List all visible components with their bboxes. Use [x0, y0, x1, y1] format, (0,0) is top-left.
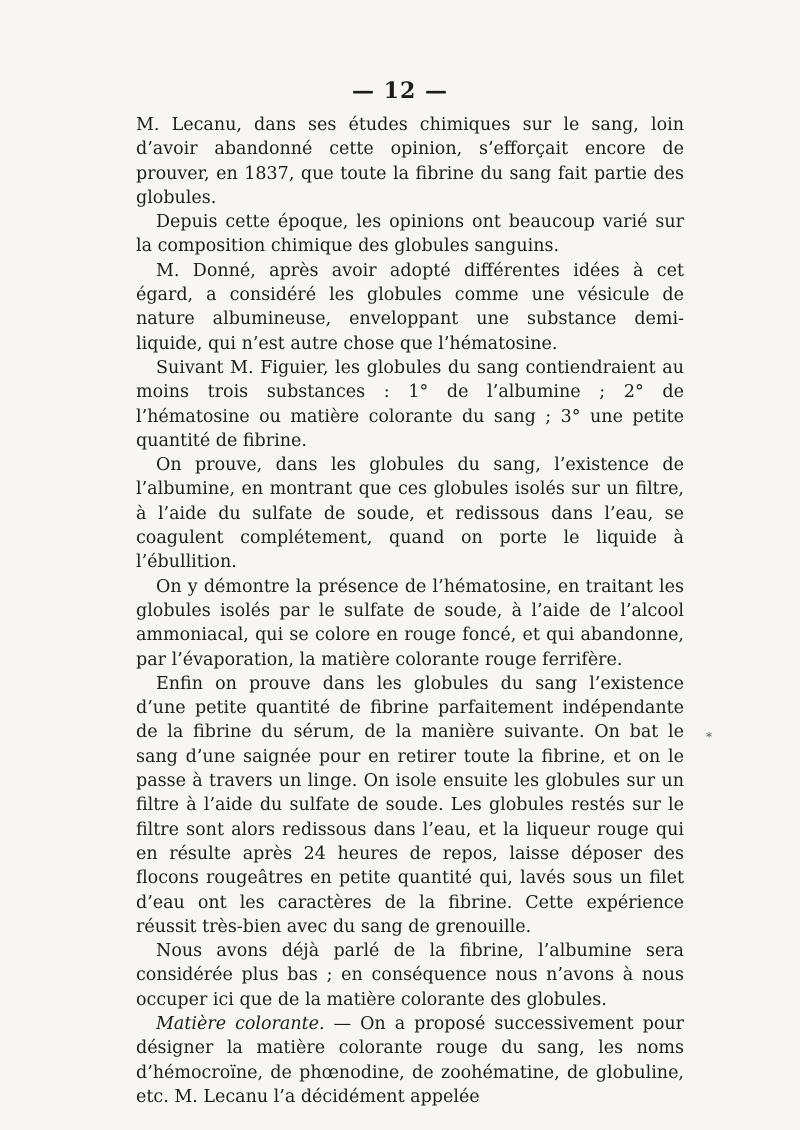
- paragraph-2: Depuis cette époque, les opinions ont beaucoup varié sur la composition chimique des globules sanguins.: [136, 212, 684, 257]
- margin-mark: *: [706, 730, 712, 744]
- paragraph-1: M. Lecanu, dans ses études chimiques sur le sang, loin d’avoir abandonné cette opinion, s’efforçait encore de prouver, en 1837, que toute la fibrine du sang fait partie des globules.: [136, 115, 684, 208]
- paragraph-7: Enfin on prouve dans les globules du sang l’existence d’une petite quantité de fibrine parfaitement indépendante de la fibrine du sérum, de la manière suivante. On bat le sang d’une saignée pour en retirer toute la fibrine, et on le passe à travers un linge. On isole ensuite les globules sur un filtre à l’aide du sulfate de soude. Les globules restés sur le filtre sont alors redissous dans l’eau, et la liqueur rouge qui en résulte après 24 heures de repos, laisse déposer des flocons rougeâtres en petite quantité qui, lavés sous un filet d’eau ont les caractères de la fibrine. Cette expérience réussit très-bien avec du sang de grenouille.: [136, 673, 684, 937]
- paragraph-5: On prouve, dans les globules du sang, l’existence de l’albumine, en montrant que ces globules isolés sur un filtre, à l’aide du sulfate de soude, et redissous dans l’eau, se coagulent complétement, quand on porte le liquide à l’ébullition.: [136, 455, 684, 573]
- paragraph-6: On y démontre la présence de l’hématosine, en traitant les globules isolés par le sulfate de soude, à l’aide de l’alcool ammoniacal, qui se colore en rouge foncé, et qui abandonne, par l’évaporation, la matière colorante rouge ferrifère.: [136, 576, 684, 670]
- paragraph-8: Nous avons déjà parlé de la fibrine, l’albumine sera considérée plus bas ; en conséquence nous n’avons à nous occuper ici que de la matière colorante des globules.: [136, 941, 684, 1010]
- paragraph-9: [136, 1012, 684, 1109]
- page-number: — 12 —: [352, 78, 448, 104]
- section-heading-matiere-colorante: Matière colorante.: [156, 1013, 325, 1034]
- body-text: [136, 113, 684, 1109]
- paragraph-4: Suivant M. Figuier, les globules du sang contiendraient au moins trois substances : 1° de l’albumine ; 2° de l’hématosine ou matière colorante du sang ; 3° une petite quantité de fibrine.: [136, 357, 684, 451]
- paragraph-9-text: — On a proposé successivement pour désigner la matière colorante rouge du sang, les noms d’hémocroïne, de phœnodine, de zoohématine, de globuline, etc. M. Lecanu l’a décidément appelée: [136, 1013, 684, 1107]
- paragraph-3: M. Donné, après avoir adopté différentes idées à cet égard, a considéré les globules comme une vésicule de nature albumineuse, enveloppant une substance demi-liquide, qui n’est autre chose que l’hématosine.: [136, 260, 684, 354]
